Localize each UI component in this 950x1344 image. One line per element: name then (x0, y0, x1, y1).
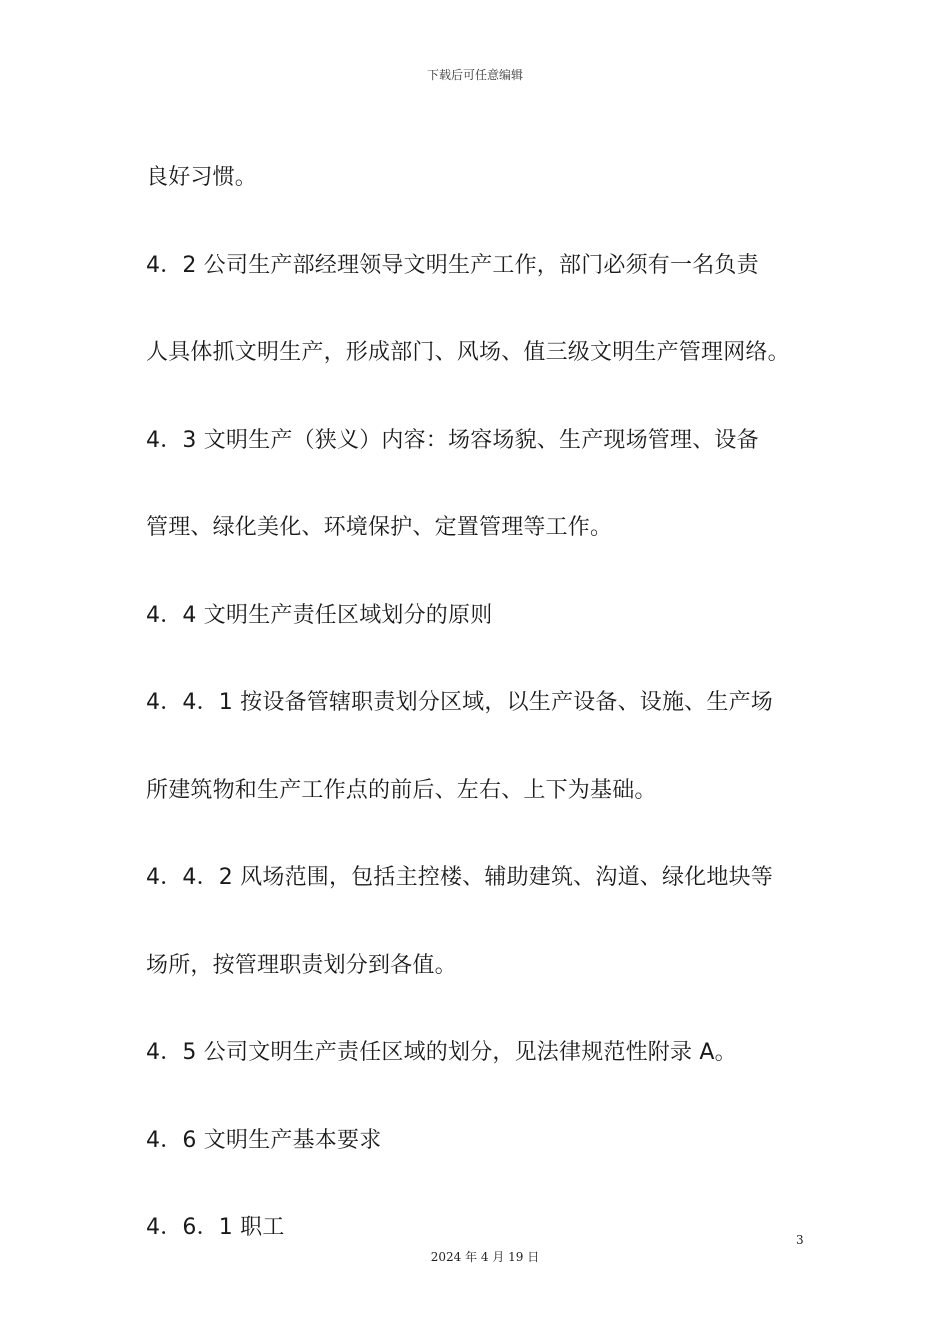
text-line: 4．6 文明生产基本要求 (146, 1127, 382, 1153)
footer-date: 2024 年 4 月 19 日 (430, 1250, 540, 1264)
text-line: 良好习惯。 (146, 165, 258, 190)
text-line: 4．4．1 按设备管辖职责划分区域，以生产设备、设施、生产场 (146, 690, 773, 715)
text-line: 场所，按管理职责划分到各值。 (146, 952, 457, 978)
text-line: 4．4．2 风场范围，包括主控楼、辅助建筑、沟道、绿化地块等 (146, 865, 773, 890)
page-number: 3 (796, 1233, 804, 1247)
text-line: 4．6．1 职工 (146, 1215, 285, 1240)
body-text (146, 134, 826, 1272)
text-line: 人具体抓文明生产，形成部门、风场、值三级文明生产管理网络。 (146, 340, 790, 365)
page-header: 下载后可任意编辑 (426, 68, 523, 82)
text-line: 4．3 文明生产（狭义）内容：场容场貌、生产现场管理、设备 (146, 427, 759, 453)
text-line: 4．2 公司生产部经理领导文明生产工作，部门必须有一名负责 (146, 252, 759, 278)
text-line: 所建筑物和生产工作点的前后、左右、上下为基础。 (146, 777, 657, 803)
text-line: 4．5 公司文明生产责任区域的划分，见法律规范性附录 A。 (146, 1040, 737, 1065)
text-line: 管理、绿化美化、环境保护、定置管理等工作。 (146, 515, 613, 540)
text-line: 4．4 文明生产责任区域划分的原则 (146, 602, 493, 628)
